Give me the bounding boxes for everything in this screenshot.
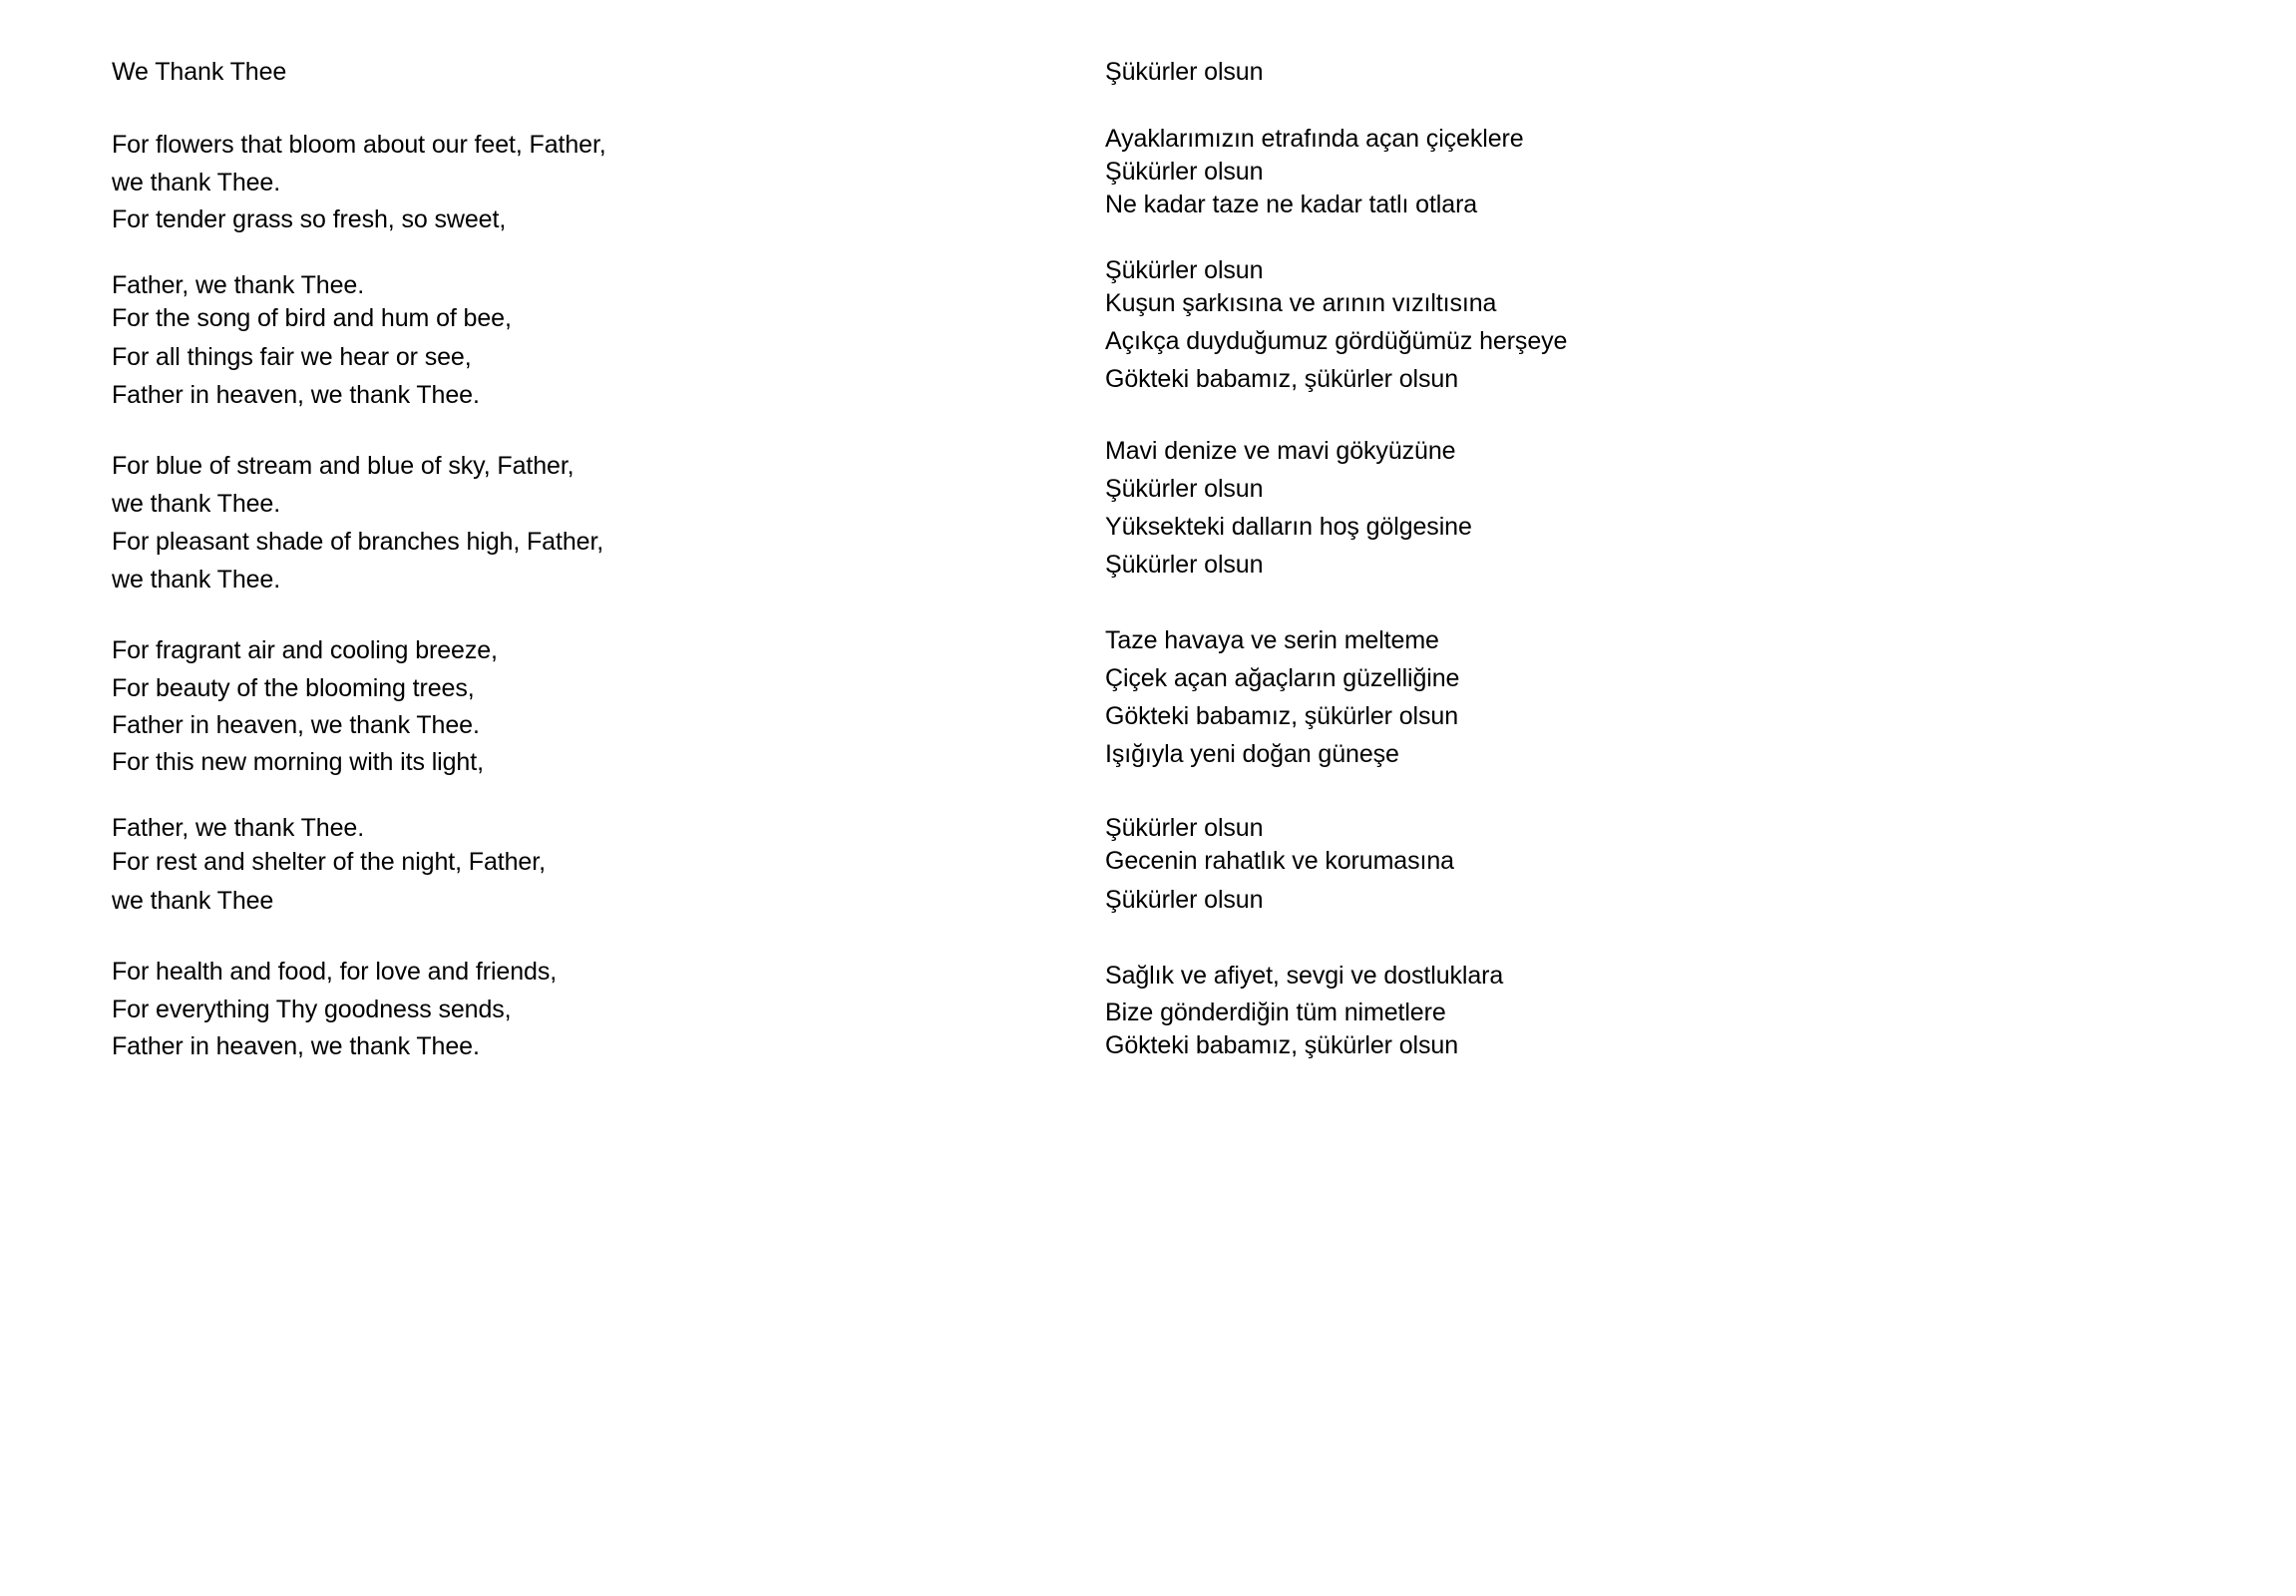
english-line: Father, we thank Thee.	[112, 271, 365, 299]
english-line: For health and food, for love and friends,	[112, 958, 558, 986]
turkish-poem-title: Şükürler olsun	[1105, 58, 1264, 86]
english-line: For all things fair we hear or see,	[112, 343, 472, 371]
english-line: Father, we thank Thee.	[112, 814, 365, 842]
turkish-line: Şükürler olsun	[1105, 886, 1264, 914]
english-line: For blue of stream and blue of sky, Father,	[112, 452, 574, 480]
english-line: Father in heaven, we thank Thee.	[112, 1032, 480, 1060]
turkish-line: Çiçek açan ağaçların güzelliğine	[1105, 664, 1460, 692]
english-line: we thank Thee.	[112, 566, 281, 594]
turkish-line: Taze havaya ve serin melteme	[1105, 626, 1439, 654]
english-line: For rest and shelter of the night, Father,	[112, 848, 546, 876]
english-line: For pleasant shade of branches high, Father,	[112, 528, 604, 556]
turkish-line: Şükürler olsun	[1105, 551, 1264, 579]
english-line: Father in heaven, we thank Thee.	[112, 711, 480, 739]
turkish-line: Mavi denize ve mavi gökyüzüne	[1105, 437, 1456, 465]
english-line: we thank Thee.	[112, 169, 281, 197]
turkish-line: Şükürler olsun	[1105, 475, 1264, 503]
turkish-line: Ayaklarımızın etrafında açan çiçeklere	[1105, 125, 1524, 153]
turkish-line: Kuşun şarkısına ve arının vızıltısına	[1105, 289, 1497, 317]
turkish-line: Yüksekteki dalların hoş gölgesine	[1105, 513, 1472, 541]
turkish-line: Gecenin rahatlık ve korumasına	[1105, 847, 1454, 875]
english-line: For this new morning with its light,	[112, 748, 484, 776]
english-line: we thank Thee.	[112, 490, 281, 518]
turkish-line: Gökteki babamız, şükürler olsun	[1105, 365, 1459, 393]
english-line: For fragrant air and cooling breeze,	[112, 636, 498, 664]
english-line: Father in heaven, we thank Thee.	[112, 381, 480, 409]
english-line: For the song of bird and hum of bee,	[112, 304, 512, 332]
english-line: we thank Thee	[112, 887, 274, 915]
turkish-line: Işığıyla yeni doğan güneşe	[1105, 740, 1399, 768]
turkish-line: Sağlık ve afiyet, sevgi ve dostluklara	[1105, 962, 1504, 990]
turkish-line: Şükürler olsun	[1105, 814, 1264, 842]
turkish-line: Açıkça duyduğumuz gördüğümüz herşeye	[1105, 327, 1568, 355]
english-line: For tender grass so fresh, so sweet,	[112, 205, 507, 233]
english-line: For everything Thy goodness sends,	[112, 996, 512, 1023]
turkish-line: Bize gönderdiğin tüm nimetlere	[1105, 998, 1446, 1026]
turkish-line: Gökteki babamız, şükürler olsun	[1105, 1031, 1459, 1059]
english-line: For flowers that bloom about our feet, Father,	[112, 131, 606, 159]
turkish-line: Şükürler olsun	[1105, 256, 1264, 284]
turkish-line: Gökteki babamız, şükürler olsun	[1105, 702, 1459, 730]
english-line: For beauty of the blooming trees,	[112, 674, 475, 702]
english-poem-title: We Thank Thee	[112, 58, 287, 86]
turkish-line: Ne kadar taze ne kadar tatlı otlara	[1105, 191, 1478, 218]
turkish-line: Şükürler olsun	[1105, 158, 1264, 186]
